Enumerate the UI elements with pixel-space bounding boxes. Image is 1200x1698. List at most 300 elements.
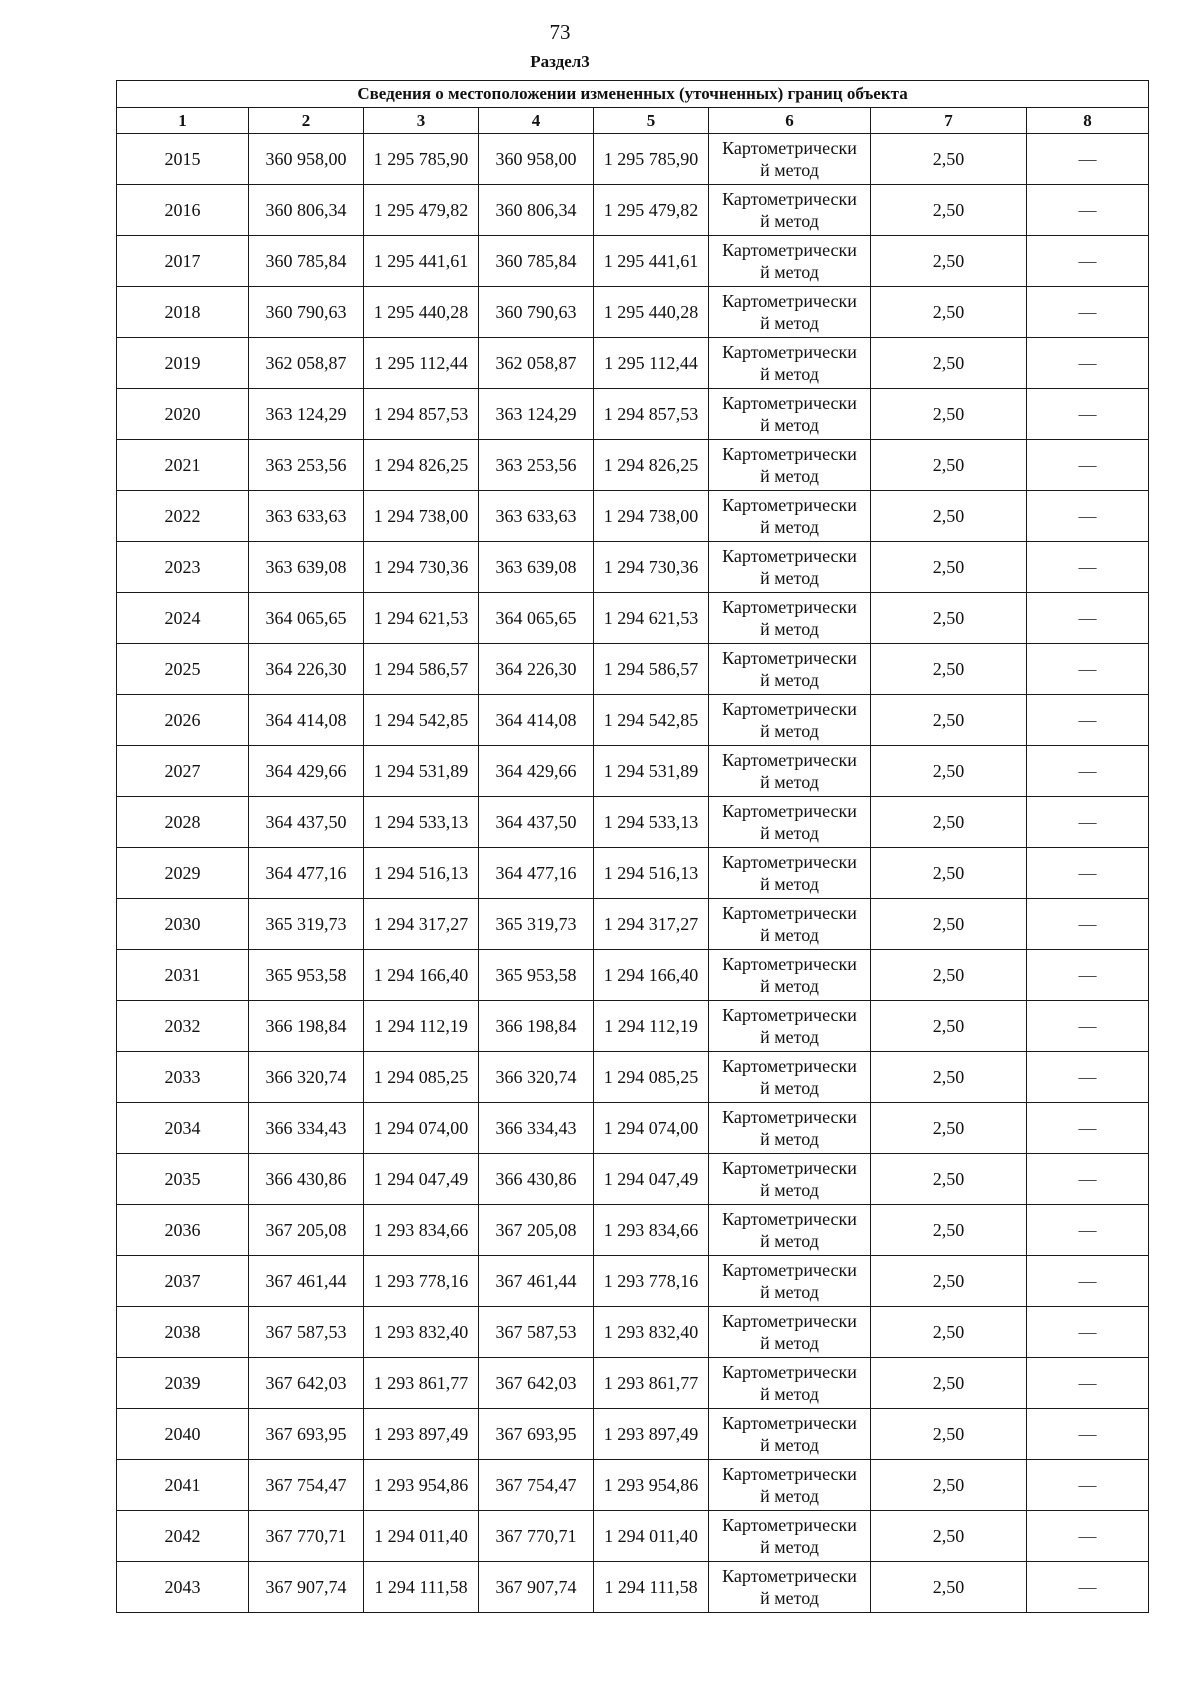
y-existing-cell: 1 294 542,85 [364, 695, 479, 746]
method-text-line: Картометрически [722, 597, 857, 617]
table-row [117, 389, 1149, 440]
y-existing-cell: 1 294 112,19 [364, 1001, 479, 1052]
method-text-line: Картометрически [722, 546, 857, 566]
method-text-line: Картометрически [722, 801, 857, 821]
method-cell [709, 134, 871, 185]
table-row [117, 1001, 1149, 1052]
method-cell [709, 491, 871, 542]
point-number-cell: 2019 [117, 338, 249, 389]
x-existing-cell: 362 058,87 [249, 338, 364, 389]
y-new-cell: 1 294 730,36 [594, 542, 709, 593]
method-text-line: й метод [760, 1129, 819, 1149]
column-header: 5 [594, 108, 709, 134]
point-number-cell: 2023 [117, 542, 249, 593]
description-cell: — [1027, 236, 1149, 287]
y-existing-cell: 1 294 317,27 [364, 899, 479, 950]
method-text-line: й метод [760, 874, 819, 894]
accuracy-cell: 2,50 [871, 746, 1027, 797]
y-new-cell: 1 294 586,57 [594, 644, 709, 695]
method-text-line: Картометрически [722, 342, 857, 362]
x-new-cell: 367 693,95 [479, 1409, 594, 1460]
description-cell: — [1027, 1052, 1149, 1103]
accuracy-cell: 2,50 [871, 797, 1027, 848]
description-cell: — [1027, 1154, 1149, 1205]
x-existing-cell: 360 785,84 [249, 236, 364, 287]
accuracy-cell: 2,50 [871, 848, 1027, 899]
y-existing-cell: 1 294 738,00 [364, 491, 479, 542]
table-body [117, 134, 1149, 1613]
accuracy-cell: 2,50 [871, 542, 1027, 593]
point-number-cell: 2026 [117, 695, 249, 746]
accuracy-cell: 2,50 [871, 1001, 1027, 1052]
accuracy-cell: 2,50 [871, 1052, 1027, 1103]
method-text-line: й метод [760, 925, 819, 945]
y-new-cell: 1 295 440,28 [594, 287, 709, 338]
y-new-cell: 1 294 317,27 [594, 899, 709, 950]
table-row [117, 1154, 1149, 1205]
accuracy-cell: 2,50 [871, 1562, 1027, 1613]
y-new-cell: 1 293 861,77 [594, 1358, 709, 1409]
description-cell: — [1027, 542, 1149, 593]
y-existing-cell: 1 294 047,49 [364, 1154, 479, 1205]
point-number-cell: 2022 [117, 491, 249, 542]
method-cell [709, 1460, 871, 1511]
point-number-cell: 2028 [117, 797, 249, 848]
x-new-cell: 365 319,73 [479, 899, 594, 950]
x-existing-cell: 364 429,66 [249, 746, 364, 797]
x-existing-cell: 366 430,86 [249, 1154, 364, 1205]
accuracy-cell: 2,50 [871, 1358, 1027, 1409]
method-cell [709, 593, 871, 644]
description-cell: — [1027, 950, 1149, 1001]
table-row [117, 1205, 1149, 1256]
method-text-line: Картометрически [722, 1362, 857, 1382]
y-existing-cell: 1 295 112,44 [364, 338, 479, 389]
column-number-row [117, 108, 1149, 134]
table-row [117, 1460, 1149, 1511]
table-row [117, 338, 1149, 389]
table-row [117, 185, 1149, 236]
point-number-cell: 2030 [117, 899, 249, 950]
description-cell: — [1027, 287, 1149, 338]
y-new-cell: 1 293 954,86 [594, 1460, 709, 1511]
y-new-cell: 1 293 897,49 [594, 1409, 709, 1460]
point-number-cell: 2041 [117, 1460, 249, 1511]
y-new-cell: 1 293 834,66 [594, 1205, 709, 1256]
description-cell: — [1027, 1103, 1149, 1154]
point-number-cell: 2043 [117, 1562, 249, 1613]
x-existing-cell: 366 320,74 [249, 1052, 364, 1103]
table-row [117, 491, 1149, 542]
y-new-cell: 1 294 111,58 [594, 1562, 709, 1613]
x-new-cell: 366 198,84 [479, 1001, 594, 1052]
method-text-line: Картометрически [722, 1005, 857, 1025]
table-row [117, 593, 1149, 644]
method-text-line: й метод [760, 619, 819, 639]
table-row [117, 1052, 1149, 1103]
method-text-line: Картометрически [722, 291, 857, 311]
method-text-line: й метод [760, 1486, 819, 1506]
y-existing-cell: 1 293 834,66 [364, 1205, 479, 1256]
point-number-cell: 2027 [117, 746, 249, 797]
accuracy-cell: 2,50 [871, 1256, 1027, 1307]
table-row [117, 1103, 1149, 1154]
x-existing-cell: 367 205,08 [249, 1205, 364, 1256]
method-text-line: й метод [760, 823, 819, 843]
x-new-cell: 364 065,65 [479, 593, 594, 644]
method-text-line: й метод [760, 772, 819, 792]
method-cell [709, 1205, 871, 1256]
table-row [117, 644, 1149, 695]
method-cell [709, 899, 871, 950]
point-number-cell: 2017 [117, 236, 249, 287]
method-cell [709, 950, 871, 1001]
table-row [117, 440, 1149, 491]
point-number-cell: 2029 [117, 848, 249, 899]
method-text-line: Картометрически [722, 1107, 857, 1127]
y-existing-cell: 1 295 441,61 [364, 236, 479, 287]
description-cell: — [1027, 797, 1149, 848]
x-existing-cell: 367 907,74 [249, 1562, 364, 1613]
method-cell [709, 746, 871, 797]
description-cell: — [1027, 1511, 1149, 1562]
y-new-cell: 1 295 441,61 [594, 236, 709, 287]
method-text-line: й метод [760, 721, 819, 741]
y-new-cell: 1 294 085,25 [594, 1052, 709, 1103]
x-new-cell: 366 334,43 [479, 1103, 594, 1154]
method-text-line: й метод [760, 568, 819, 588]
method-text-line: Картометрически [722, 903, 857, 923]
method-text-line: й метод [760, 262, 819, 282]
description-cell: — [1027, 695, 1149, 746]
method-text-line: Картометрически [722, 750, 857, 770]
method-text-line: й метод [760, 1333, 819, 1353]
method-cell [709, 440, 871, 491]
x-new-cell: 367 205,08 [479, 1205, 594, 1256]
y-new-cell: 1 294 166,40 [594, 950, 709, 1001]
x-new-cell: 364 414,08 [479, 695, 594, 746]
description-cell: — [1027, 848, 1149, 899]
x-existing-cell: 365 953,58 [249, 950, 364, 1001]
method-cell [709, 695, 871, 746]
table-row [117, 797, 1149, 848]
point-number-cell: 2021 [117, 440, 249, 491]
point-number-cell: 2035 [117, 1154, 249, 1205]
accuracy-cell: 2,50 [871, 287, 1027, 338]
method-text-line: й метод [760, 415, 819, 435]
y-new-cell: 1 294 621,53 [594, 593, 709, 644]
y-new-cell: 1 294 857,53 [594, 389, 709, 440]
accuracy-cell: 2,50 [871, 593, 1027, 644]
accuracy-cell: 2,50 [871, 1103, 1027, 1154]
y-new-cell: 1 295 479,82 [594, 185, 709, 236]
description-cell: — [1027, 644, 1149, 695]
method-cell [709, 1052, 871, 1103]
method-text-line: й метод [760, 466, 819, 486]
accuracy-cell: 2,50 [871, 1154, 1027, 1205]
y-new-cell: 1 294 516,13 [594, 848, 709, 899]
accuracy-cell: 2,50 [871, 389, 1027, 440]
y-new-cell: 1 294 738,00 [594, 491, 709, 542]
point-number-cell: 2038 [117, 1307, 249, 1358]
method-cell [709, 1409, 871, 1460]
method-text-line: й метод [760, 1435, 819, 1455]
point-number-cell: 2036 [117, 1205, 249, 1256]
accuracy-cell: 2,50 [871, 1511, 1027, 1562]
y-existing-cell: 1 294 730,36 [364, 542, 479, 593]
accuracy-cell: 2,50 [871, 1409, 1027, 1460]
table-row [117, 134, 1149, 185]
method-text-line: Картометрически [722, 1464, 857, 1484]
method-text-line: й метод [760, 313, 819, 333]
method-cell [709, 236, 871, 287]
accuracy-cell: 2,50 [871, 491, 1027, 542]
y-existing-cell: 1 294 085,25 [364, 1052, 479, 1103]
description-cell: — [1027, 134, 1149, 185]
x-existing-cell: 363 124,29 [249, 389, 364, 440]
y-existing-cell: 1 294 621,53 [364, 593, 479, 644]
table-row [117, 746, 1149, 797]
y-existing-cell: 1 293 897,49 [364, 1409, 479, 1460]
accuracy-cell: 2,50 [871, 1307, 1027, 1358]
method-text-line: Картометрически [722, 1056, 857, 1076]
accuracy-cell: 2,50 [871, 695, 1027, 746]
method-text-line: й метод [760, 1180, 819, 1200]
x-new-cell: 366 320,74 [479, 1052, 594, 1103]
y-new-cell: 1 294 074,00 [594, 1103, 709, 1154]
method-text-line: Картометрически [722, 1566, 857, 1586]
method-cell [709, 1001, 871, 1052]
point-number-cell: 2034 [117, 1103, 249, 1154]
method-cell [709, 389, 871, 440]
table-row [117, 1307, 1149, 1358]
method-cell [709, 287, 871, 338]
accuracy-cell: 2,50 [871, 950, 1027, 1001]
accuracy-cell: 2,50 [871, 134, 1027, 185]
table-row [117, 236, 1149, 287]
x-existing-cell: 364 477,16 [249, 848, 364, 899]
column-header: 6 [709, 108, 871, 134]
column-header: 8 [1027, 108, 1149, 134]
point-number-cell: 2020 [117, 389, 249, 440]
section-title: Раздел3 [530, 52, 590, 71]
column-header: 7 [871, 108, 1027, 134]
table-caption: Сведения о местоположении измененных (уточненных) границ объекта [117, 81, 1149, 108]
description-cell: — [1027, 746, 1149, 797]
description-cell: — [1027, 338, 1149, 389]
x-new-cell: 360 790,63 [479, 287, 594, 338]
method-text-line: Картометрически [722, 1260, 857, 1280]
x-existing-cell: 360 958,00 [249, 134, 364, 185]
y-existing-cell: 1 294 111,58 [364, 1562, 479, 1613]
x-existing-cell: 360 806,34 [249, 185, 364, 236]
table-row [117, 1256, 1149, 1307]
y-existing-cell: 1 294 586,57 [364, 644, 479, 695]
x-new-cell: 363 639,08 [479, 542, 594, 593]
x-new-cell: 364 477,16 [479, 848, 594, 899]
y-existing-cell: 1 295 785,90 [364, 134, 479, 185]
x-existing-cell: 367 693,95 [249, 1409, 364, 1460]
point-number-cell: 2031 [117, 950, 249, 1001]
description-cell: — [1027, 1307, 1149, 1358]
x-existing-cell: 367 642,03 [249, 1358, 364, 1409]
x-existing-cell: 363 633,63 [249, 491, 364, 542]
x-new-cell: 365 953,58 [479, 950, 594, 1001]
y-existing-cell: 1 294 516,13 [364, 848, 479, 899]
x-new-cell: 363 124,29 [479, 389, 594, 440]
x-new-cell: 360 785,84 [479, 236, 594, 287]
x-existing-cell: 366 334,43 [249, 1103, 364, 1154]
description-cell: — [1027, 491, 1149, 542]
point-number-cell: 2025 [117, 644, 249, 695]
accuracy-cell: 2,50 [871, 1460, 1027, 1511]
description-cell: — [1027, 440, 1149, 491]
column-header: 1 [117, 108, 249, 134]
method-cell [709, 542, 871, 593]
method-text-line: Картометрически [722, 852, 857, 872]
point-number-cell: 2037 [117, 1256, 249, 1307]
column-header: 4 [479, 108, 594, 134]
x-new-cell: 367 461,44 [479, 1256, 594, 1307]
method-text-line: Картометрически [722, 954, 857, 974]
x-new-cell: 364 226,30 [479, 644, 594, 695]
method-text-line: Картометрически [722, 1158, 857, 1178]
point-number-cell: 2032 [117, 1001, 249, 1052]
table-row [117, 1562, 1149, 1613]
method-text-line: й метод [760, 976, 819, 996]
y-new-cell: 1 294 047,49 [594, 1154, 709, 1205]
x-existing-cell: 367 587,53 [249, 1307, 364, 1358]
description-cell: — [1027, 1001, 1149, 1052]
y-new-cell: 1 294 112,19 [594, 1001, 709, 1052]
table-row [117, 287, 1149, 338]
table-row [117, 899, 1149, 950]
x-new-cell: 362 058,87 [479, 338, 594, 389]
method-cell [709, 797, 871, 848]
table-row [117, 1358, 1149, 1409]
method-text-line: Картометрически [722, 240, 857, 260]
description-cell: — [1027, 899, 1149, 950]
y-existing-cell: 1 294 826,25 [364, 440, 479, 491]
method-cell [709, 338, 871, 389]
y-new-cell: 1 295 785,90 [594, 134, 709, 185]
point-number-cell: 2033 [117, 1052, 249, 1103]
table-row [117, 848, 1149, 899]
method-text-line: Картометрически [722, 1515, 857, 1535]
boundary-table [116, 80, 1149, 1613]
point-number-cell: 2039 [117, 1358, 249, 1409]
x-new-cell: 363 253,56 [479, 440, 594, 491]
y-existing-cell: 1 293 861,77 [364, 1358, 479, 1409]
point-number-cell: 2015 [117, 134, 249, 185]
method-text-line: Картометрически [722, 1311, 857, 1331]
method-text-line: Картометрически [722, 444, 857, 464]
x-existing-cell: 364 065,65 [249, 593, 364, 644]
y-existing-cell: 1 293 954,86 [364, 1460, 479, 1511]
y-existing-cell: 1 294 533,13 [364, 797, 479, 848]
y-new-cell: 1 293 778,16 [594, 1256, 709, 1307]
x-existing-cell: 364 437,50 [249, 797, 364, 848]
description-cell: — [1027, 389, 1149, 440]
table-row [117, 695, 1149, 746]
description-cell: — [1027, 1562, 1149, 1613]
point-number-cell: 2018 [117, 287, 249, 338]
x-existing-cell: 365 319,73 [249, 899, 364, 950]
method-text-line: й метод [760, 160, 819, 180]
method-text-line: й метод [760, 1027, 819, 1047]
description-cell: — [1027, 593, 1149, 644]
method-text-line: Картометрически [722, 699, 857, 719]
method-text-line: Картометрически [722, 1413, 857, 1433]
method-text-line: Картометрически [722, 1209, 857, 1229]
method-cell [709, 1358, 871, 1409]
x-new-cell: 367 642,03 [479, 1358, 594, 1409]
accuracy-cell: 2,50 [871, 1205, 1027, 1256]
method-cell [709, 1154, 871, 1205]
x-existing-cell: 367 461,44 [249, 1256, 364, 1307]
table-row [117, 542, 1149, 593]
x-new-cell: 367 907,74 [479, 1562, 594, 1613]
y-new-cell: 1 293 832,40 [594, 1307, 709, 1358]
accuracy-cell: 2,50 [871, 236, 1027, 287]
x-existing-cell: 363 639,08 [249, 542, 364, 593]
column-header: 3 [364, 108, 479, 134]
method-cell [709, 1307, 871, 1358]
y-new-cell: 1 295 112,44 [594, 338, 709, 389]
y-new-cell: 1 294 826,25 [594, 440, 709, 491]
x-new-cell: 360 806,34 [479, 185, 594, 236]
y-existing-cell: 1 294 166,40 [364, 950, 479, 1001]
method-cell [709, 644, 871, 695]
method-text-line: й метод [760, 364, 819, 384]
x-existing-cell: 360 790,63 [249, 287, 364, 338]
accuracy-cell: 2,50 [871, 185, 1027, 236]
method-text-line: й метод [760, 1282, 819, 1302]
x-new-cell: 360 958,00 [479, 134, 594, 185]
method-text-line: Картометрически [722, 189, 857, 209]
point-number-cell: 2042 [117, 1511, 249, 1562]
x-new-cell: 367 587,53 [479, 1307, 594, 1358]
method-cell [709, 848, 871, 899]
description-cell: — [1027, 1256, 1149, 1307]
method-text-line: й метод [760, 1078, 819, 1098]
y-existing-cell: 1 294 857,53 [364, 389, 479, 440]
method-text-line: Картометрически [722, 393, 857, 413]
method-text-line: Картометрически [722, 648, 857, 668]
method-cell [709, 1562, 871, 1613]
x-new-cell: 363 633,63 [479, 491, 594, 542]
point-number-cell: 2040 [117, 1409, 249, 1460]
y-new-cell: 1 294 542,85 [594, 695, 709, 746]
x-existing-cell: 367 754,47 [249, 1460, 364, 1511]
point-number-cell: 2024 [117, 593, 249, 644]
x-existing-cell: 363 253,56 [249, 440, 364, 491]
method-cell [709, 1256, 871, 1307]
table-row [117, 1511, 1149, 1562]
x-new-cell: 366 430,86 [479, 1154, 594, 1205]
description-cell: — [1027, 185, 1149, 236]
method-text-line: й метод [760, 1231, 819, 1251]
y-existing-cell: 1 293 832,40 [364, 1307, 479, 1358]
accuracy-cell: 2,50 [871, 338, 1027, 389]
x-existing-cell: 364 226,30 [249, 644, 364, 695]
y-new-cell: 1 294 533,13 [594, 797, 709, 848]
x-existing-cell: 366 198,84 [249, 1001, 364, 1052]
y-existing-cell: 1 293 778,16 [364, 1256, 479, 1307]
column-header: 2 [249, 108, 364, 134]
method-text-line: й метод [760, 1588, 819, 1608]
method-cell [709, 1511, 871, 1562]
